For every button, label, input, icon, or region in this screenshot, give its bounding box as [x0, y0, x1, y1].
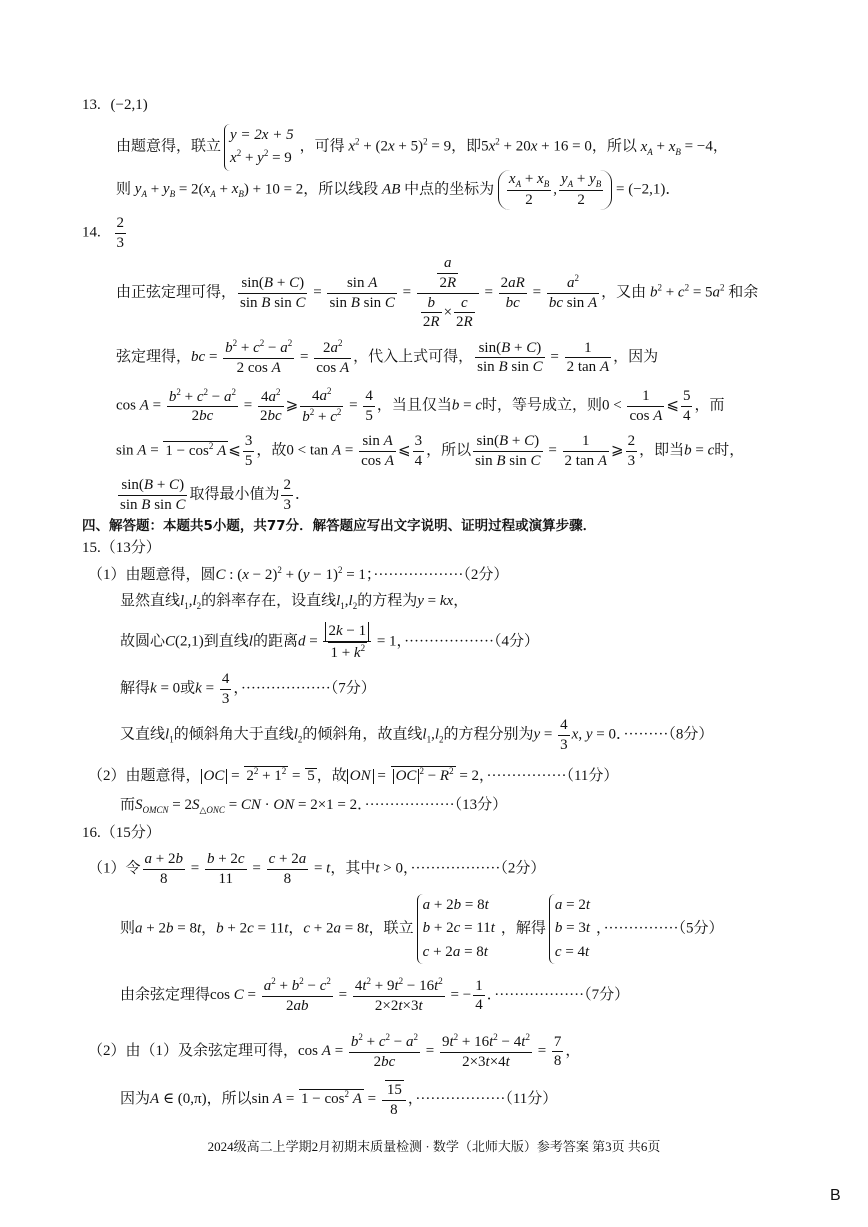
p13-number: 13. — [82, 97, 101, 113]
p16-line2: 则a + 2b = 8t，b + 2c = 11t，c + 2a = 8t，联立 a + 2b = 8t b + 2c = 11t c + 2a = 8t ，解得 a = 2t b = 3t c = 4t ，···············（5分） — [120, 894, 724, 964]
page-footer: 2024级高二上学期2月初期末质量检测 · 数学（北师大版）参考答案 第3页 共6页 — [207, 1139, 661, 1154]
p16-line4: （2）由（1）及余弦定理可得，cos A = $\frac{b^2 + c^2 - a^2}{2bc}$ = $\frac{9t^2 + 16t^2 - 4t^2}{2\times 3t\times 4t}$ = $\frac{7}{8}$ ， — [88, 1032, 581, 1070]
p13-line2: 则 $y_A + y_B = 2(x_A + x_B) + 10 = 2$，所以线段 AB 中点的坐标为 $\frac{x_A + x_B}{2}$ , $\frac{y_A + y_B}{2}$ = (−2,1)． — [116, 171, 681, 209]
p13-number-answer — [82, 98, 148, 113]
p15-line2: 显然直线$l_1,l_2$的斜率存在，设直线$l_1,l_2$的方程为y = kx， — [120, 593, 469, 611]
p13-system: y = 2x + 5 $x^2 + y^2 = 9$ — [224, 124, 297, 171]
p14-line3: cos A = $\frac{b^2 + c^2 - a^2}{2bc}$ = $\frac{4a^2}{2bc}$ ⩾ $\frac{4a^2}{b^2 + c^2}$ = $\frac{4}{5}$ ，当且仅当b = c时，等号成立，则0 < $\frac{1}{\text{cos A}}$ ⩽ $\frac{5}{4}$ ，而 — [116, 386, 725, 425]
section-heading: 四、解答题：本题共5小题，共77分．解答题应写出文字说明、证明过程或演算步骤． — [82, 518, 597, 534]
p14-answer: $\frac{2}{3}$ — [116, 215, 124, 251]
p16-line1: （1）令 $\frac{a + 2b}{8}$ = $\frac{b + 2c}{11}$ = $\frac{c + 2a}{8}$ = t，其中t > 0，··················（2分） — [88, 851, 546, 887]
p16-line3: 由余弦定理得cos C = $\frac{a^2 + b^2 - c^2}{2ab}$ = $\frac{4t^2 + 9t^2 - 16t^2}{2\times 2t\times 3t}$ = − $\frac{1}{4}$ ．··················（7分） — [120, 976, 630, 1014]
p16-number: 16.（15分） — [82, 825, 161, 841]
p14-line5: $\frac{\sin(B + C)}{\text{sin B sin C}}$ 取得最小值为 $\frac{2}{3}$ ． — [120, 477, 310, 513]
p15-line1: （1）由题意得，圆C : $(x - 2)^2 + (y - 1)^2 = 1$；··················（2分） — [88, 565, 509, 583]
p15-number: 15.（13分） — [82, 540, 161, 556]
p15-line4: 解得k = 0或k = $\frac{4}{3}$ ，··················（7分） — [120, 671, 376, 707]
p14-line2: 弦定理得，bc = $\frac{b^2 + c^2 - a^2}{\text{2 cos A}}$ = $\frac{2a^2}{\text{cos A}}$ ，代入上式可得， $\frac{\sin(B + C)}{\text{sin B sin C}}$ = $\frac{1}{\text{2 tan A}}$ ，因为 — [116, 338, 659, 376]
p14-line4: $\sin A = 1 - \cos^2 A$ ⩽ $\frac{3}{5}$ ，故0 < tan A = $\frac{\text{sin A}}{\text{cos A}}$ ⩽ $\frac{3}{4}$ ，所以 $\frac{\sin(B + C)}{\text{sin B sin C}}$ = $\frac{1}{\text{2 tan A}}$ ⩾ $\frac{2}{3}$ ，即当b = c时， — [116, 433, 745, 469]
p13-answer: (−2,1) — [110, 97, 148, 113]
p15-line3: 故圆心C(2,1)到直线l的距离d = $\frac{2k - 1}{1 + k^2}$ = 1，··················（4分） — [120, 623, 539, 661]
p15-line7: 而$S_{OMCN} = 2S_{\triangle ONC}$ = CN · ON = 2×1 = 2．··················（13分） — [120, 797, 508, 815]
p15-line6: （2）由题意得， OC = $2^2 + 1^2 = 5$ ，故 ON = OC $^2 - R^2 = 2$，················（11分） — [88, 766, 619, 784]
p14-number: 14. — [82, 224, 101, 241]
p13-midpoint: $\frac{x_A + x_B}{2}$ , $\frac{y_A + y_B}{2}$ — [498, 170, 612, 210]
corner-mark: B — [830, 1187, 841, 1204]
p13-line1: 由题意得，联立 y = 2x + 5 $x^2 + y^2 = 9$ ，可得 $x^2 + (2x + 5)^2 = 9$，即$5x^2 + 20x + 16 = 0$，所以 $x_A + x_B = -4$， — [116, 124, 728, 171]
p16-line5: 因为A ∈ (0,π)，所以$\sin A = 1 - \cos^2 A$ = $\frac{15}{8}$ ，··················（11分） — [120, 1082, 558, 1118]
p14-line1: 由正弦定理可得， $\frac{\sin(B + C)}{\text{sin B sin C}}$ = $\frac{\text{sin A}}{\text{sin B sin C}}$ = $\frac{a}{2R}$ $\frac{b}{2R}$ × $\frac{c}{2R}$ = $\frac{2aR}{bc}$ = $\frac{a^2}{\text{bc sin A}}$ ，又由 $b^2 + c^2 = 5a^2$ 和余 — [116, 255, 759, 331]
p15-line5: 又直线$l_1$的倾斜角大于直线$l_2$的倾斜角，故直线$l_1,l_2$的方程分别为y = $\frac{4}{3}$ x, y = 0．·········（8分） — [120, 717, 714, 753]
p14-number-answer — [82, 214, 128, 253]
